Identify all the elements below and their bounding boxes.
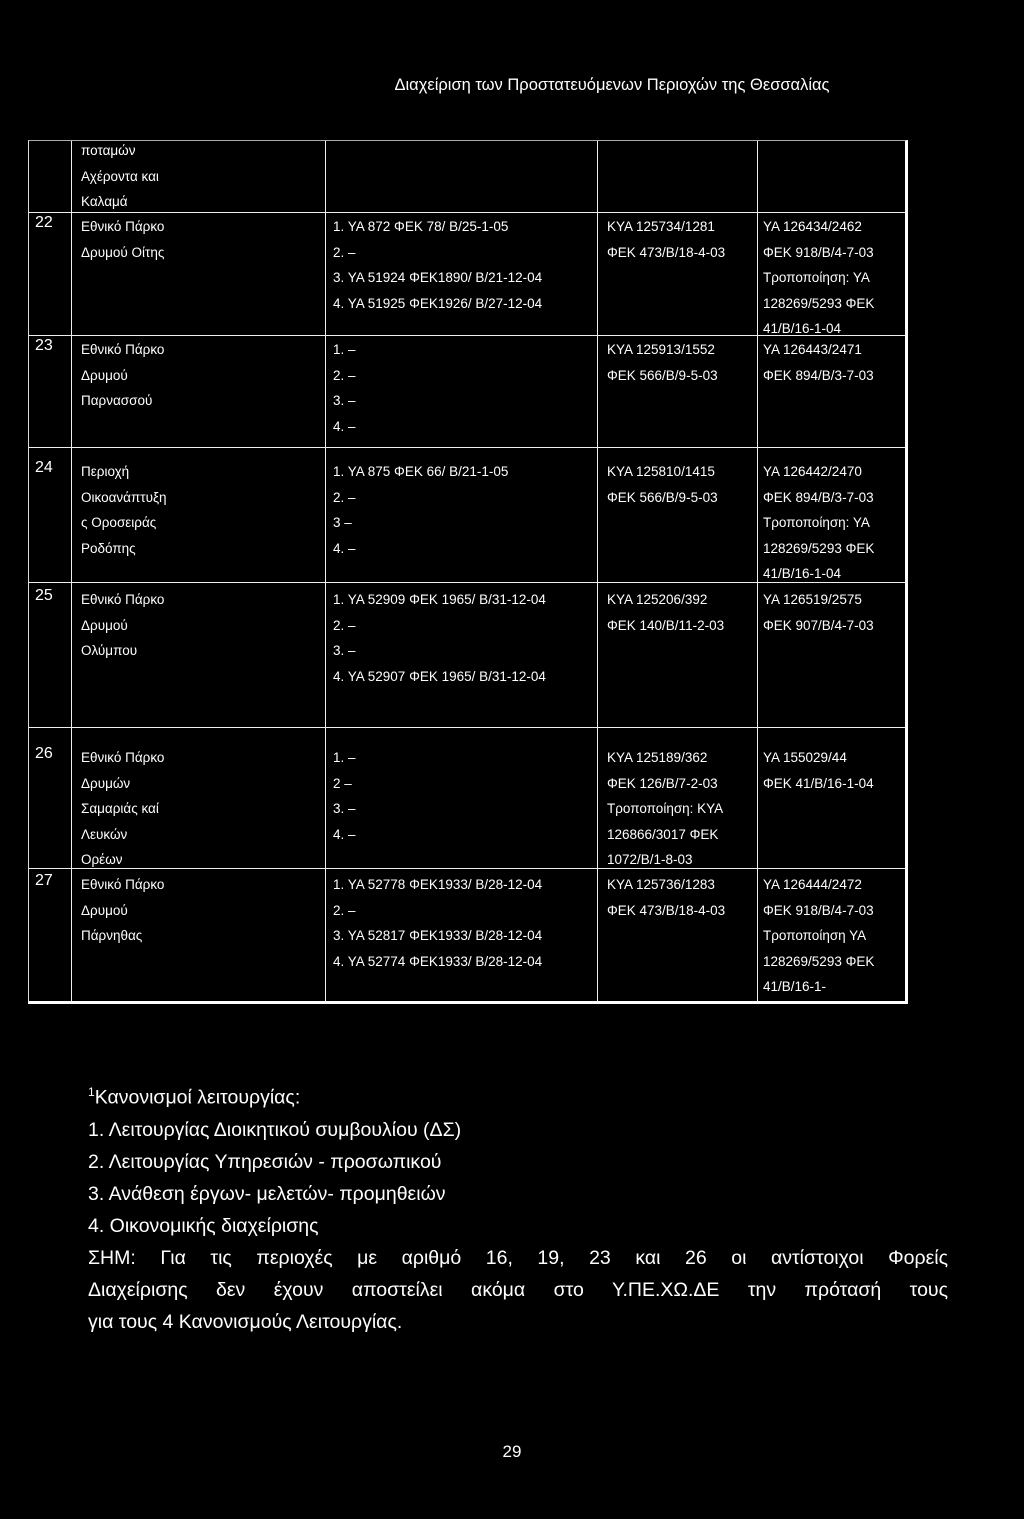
area-name: Εθνικό Πάρκο Δρυμού Πάρνηθας: [81, 877, 165, 943]
row-number: 24: [35, 459, 53, 476]
column-divider: [757, 141, 758, 1001]
kya-decision: ΚΥΑ 125189/362 ΦΕΚ 126/Β/7-2-03 Τροποποίηση: ΚΥΑ 126866/3017 ΦΕΚ 1072/Β/1-8-03: [607, 750, 724, 867]
regulations: 1. ΥΑ 875 ΦΕΚ 66/ Β/21-1-05 2. – 3 – 4. –: [333, 464, 509, 556]
footnote-note: ΣΗΜ: Για τις περιοχές με αριθμό 16, 19, 23 και 26 οι αντίστοιχοι Φορείς: [88, 1246, 948, 1269]
footnote: [88, 1076, 948, 1338]
area-name: Περιοχή Οικοανάπτυξη ς Οροσειράς Ροδόπης: [81, 464, 167, 556]
ya-decision: ΥΑ 126443/2471 ΦΕΚ 894/Β/3-7-03: [763, 342, 874, 383]
row-number: 25: [35, 587, 53, 604]
area-name: Εθνικό Πάρκο Δρυμού Ολύμπου: [81, 592, 165, 658]
column-divider: [597, 141, 598, 1001]
ya-decision: ΥΑ 126442/2470 ΦΕΚ 894/Β/3-7-03 Τροποποίηση: ΥΑ 128269/5293 ΦΕΚ 41/Β/16-1-04: [763, 464, 875, 581]
regulations: 1. ΥΑ 872 ΦΕΚ 78/ Β/25-1-05 2. – 3. ΥΑ 51924 ΦΕΚ1890/ Β/21-12-04 4. ΥΑ 51925 ΦΕΚ1926/ Β/27-12-04: [333, 219, 543, 311]
row-divider: [29, 727, 905, 728]
row-number: 23: [35, 337, 53, 354]
ya-decision: ΥΑ 126519/2575 ΦΕΚ 907/Β/4-7-03: [763, 592, 874, 633]
kya-decision: ΚΥΑ 125913/1552 ΦΕΚ 566/Β/9-5-03: [607, 342, 718, 383]
column-divider: [325, 141, 326, 1001]
footnote-title: $^1$Κανονισμοί λειτουργίας:: [88, 1085, 301, 1109]
page-header: Διαχείριση των Προστατευόμενων Περιοχών της Θεσσαλίας: [394, 76, 830, 94]
regulations: 1. – 2 – 3. – 4. –: [333, 750, 356, 842]
footnote-item: 2. Λειτουργίας Υπηρεσιών - προσωπικού: [88, 1150, 442, 1173]
area-name: Εθνικό Πάρκο Δρυμού Παρνασσού: [81, 342, 165, 408]
kya-decision: ΚΥΑ 125206/392 ΦΕΚ 140/Β/11-2-03: [607, 592, 725, 633]
area-name: ποταμών Αχέροντα και Καλαμά: [81, 143, 159, 209]
row-number: 22: [35, 214, 53, 231]
row-number: 26: [35, 745, 53, 762]
footnote-item: 3. Ανάθεση έργων- μελετών- προμηθειών: [88, 1182, 446, 1205]
column-divider: [71, 141, 72, 1001]
regulations-table: [28, 140, 908, 1004]
regulations: 1. ΥΑ 52778 ΦΕΚ1933/ Β/28-12-04 2. – 3. ΥΑ 52817 ΦΕΚ1933/ Β/28-12-04 4. ΥΑ 52774 ΦΕΚ1933/ Β/28-12-04: [333, 877, 543, 969]
ya-decision: ΥΑ 126434/2462 ΦΕΚ 918/Β/4-7-03 Τροποποίηση: ΥΑ 128269/5293 ΦΕΚ 41/Β/16-1-04: [763, 219, 875, 336]
kya-decision: ΚΥΑ 125810/1415 ΦΕΚ 566/Β/9-5-03: [607, 464, 718, 505]
area-name: Εθνικό Πάρκο Δρυμών Σαμαριάς καί Λευκών Ορέων: [81, 750, 165, 867]
kya-decision: ΚΥΑ 125736/1283 ΦΕΚ 473/Β/18-4-03: [607, 877, 726, 918]
regulations: 1. ΥΑ 52909 ΦΕΚ 1965/ Β/31-12-04 2. – 3. – 4. ΥΑ 52907 ΦΕΚ 1965/ Β/31-12-04: [333, 592, 546, 684]
row-number: 27: [35, 872, 53, 889]
kya-decision: ΚΥΑ 125734/1281 ΦΕΚ 473/Β/18-4-03: [607, 219, 726, 260]
footnote-item: 4. Οικονομικής διαχείρισης: [88, 1214, 319, 1237]
footnote-item: 1. Λειτουργίας Διοικητικού συμβουλίου (ΔΣ): [88, 1118, 462, 1141]
footnote-note: για τους 4 Κανονισμούς Λειτουργίας.: [88, 1310, 403, 1333]
ya-decision: ΥΑ 155029/44 ΦΕΚ 41/Β/16-1-04: [763, 750, 874, 791]
regulations: 1. – 2. – 3. – 4. –: [333, 342, 356, 434]
row-divider: [29, 447, 905, 448]
footnote-note: Διαχείρισης δεν έχουν αποστείλει ακόμα στο Υ.ΠΕ.ΧΩ.ΔΕ την πρότασή τους: [88, 1278, 948, 1301]
page-number: 29: [502, 1442, 522, 1461]
area-name: Εθνικό Πάρκο Δρυμού Οίτης: [81, 219, 165, 260]
ya-decision: ΥΑ 126444/2472 ΦΕΚ 918/Β/4-7-03 Τροποποίηση ΥΑ 128269/5293 ΦΕΚ 41/Β/16-1-: [763, 877, 875, 994]
